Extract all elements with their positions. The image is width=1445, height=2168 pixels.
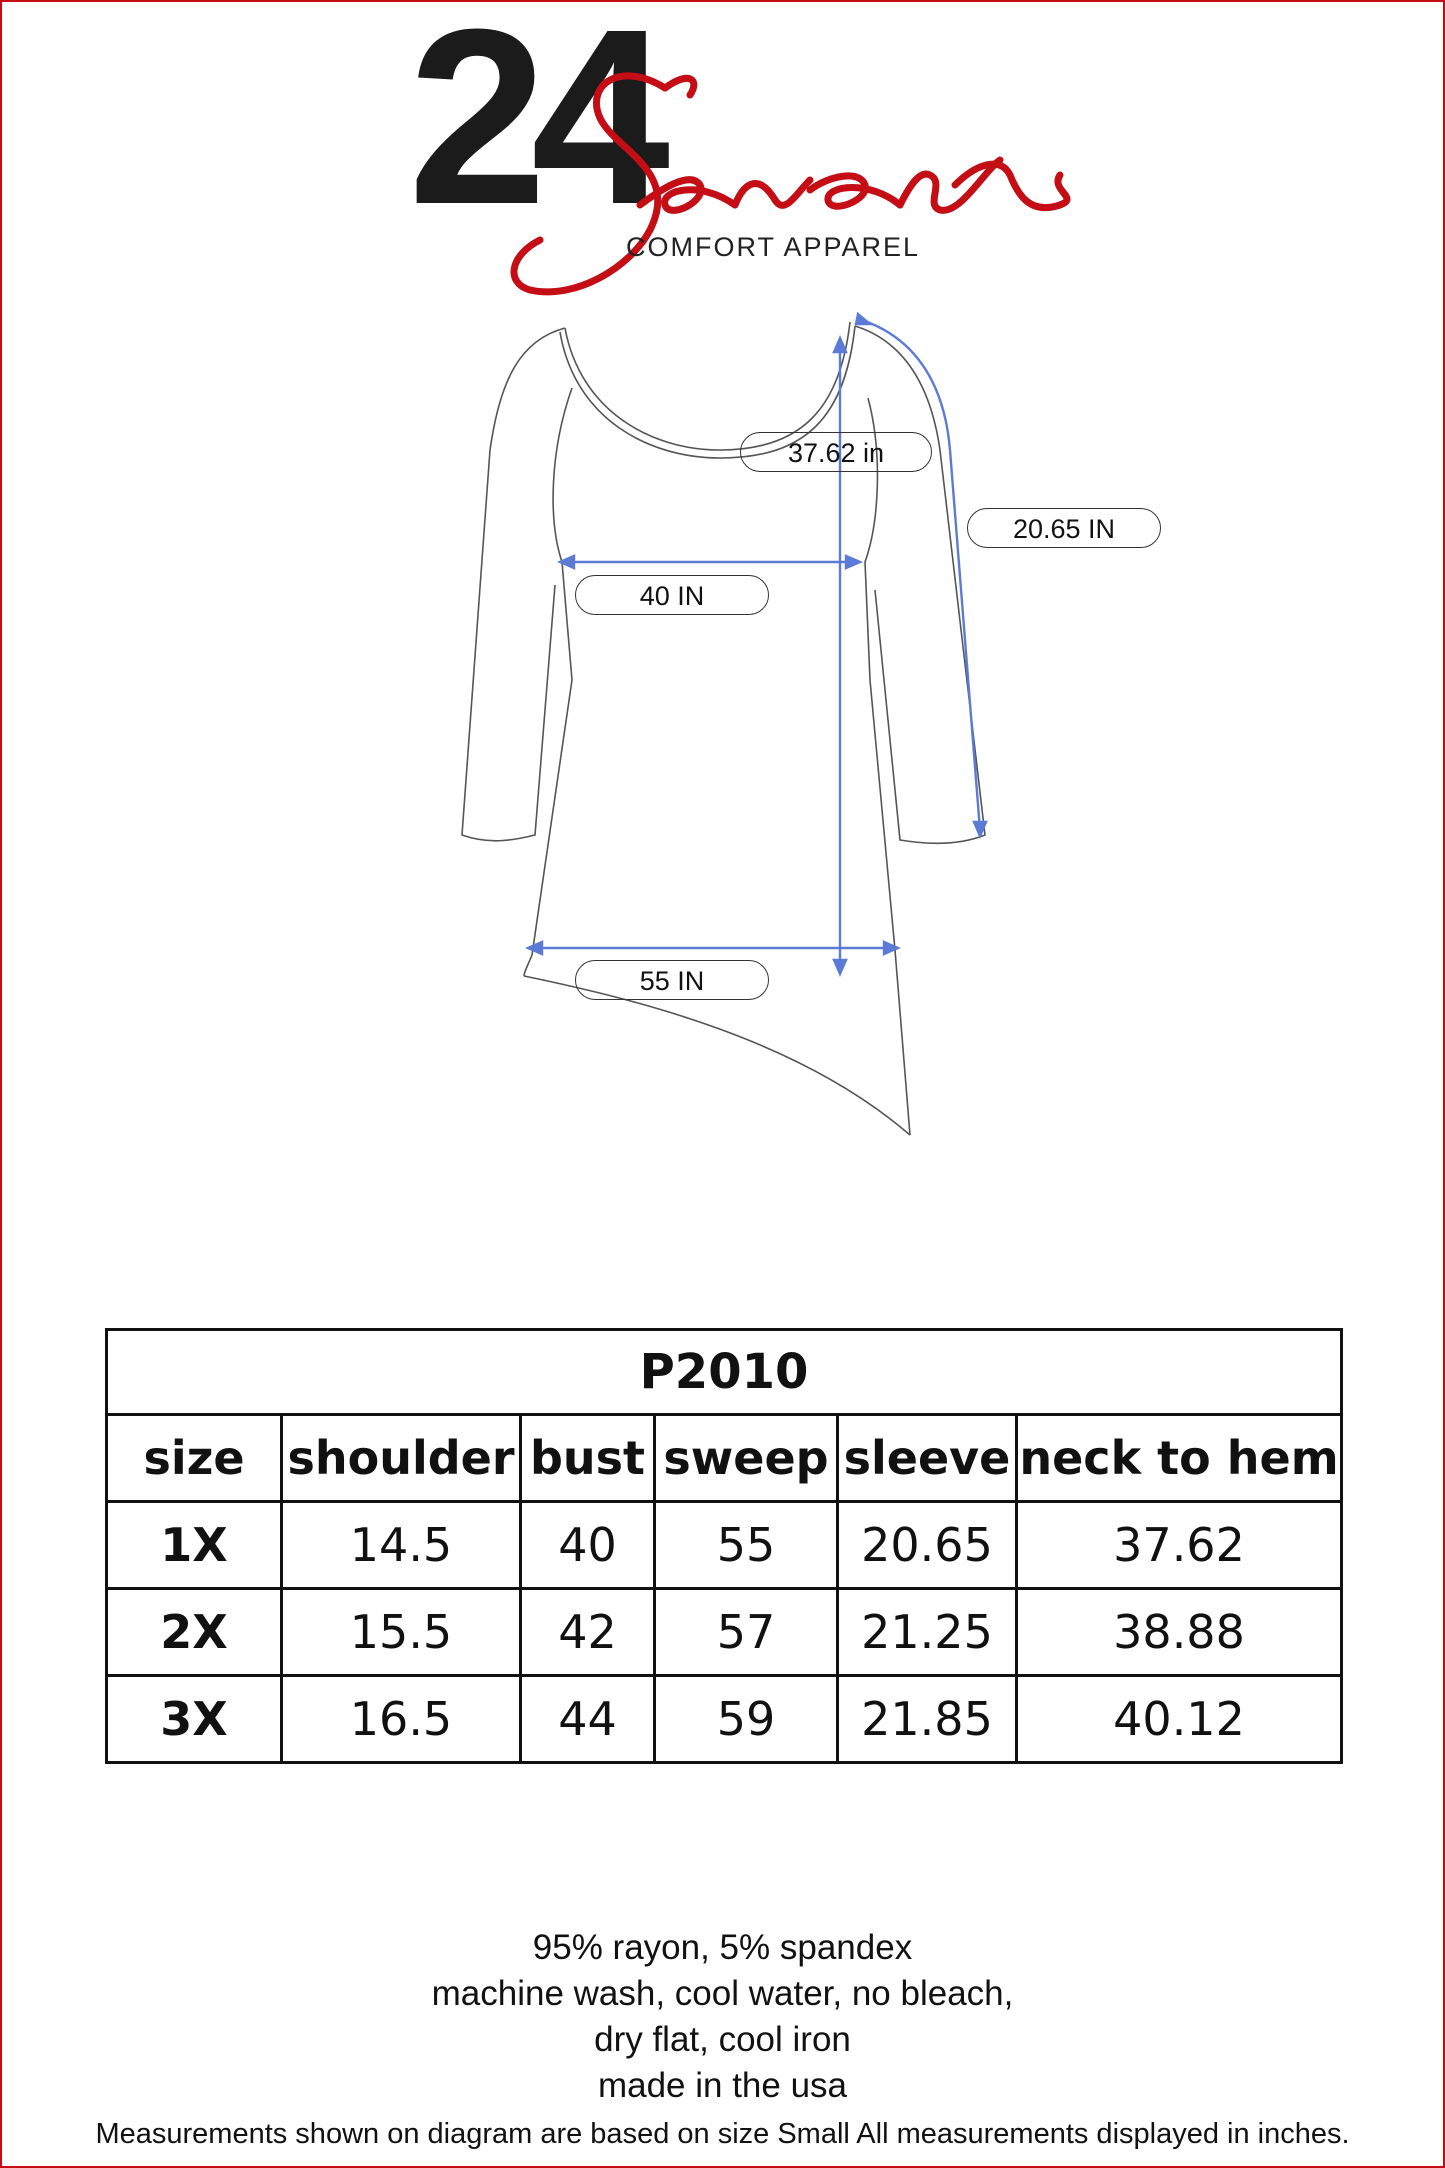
cell-size: 1X bbox=[107, 1502, 282, 1589]
header-sleeve: sleeve bbox=[838, 1415, 1017, 1502]
cell-neck-to-hem: 40.12 bbox=[1017, 1676, 1342, 1763]
table-row bbox=[107, 1676, 1342, 1763]
label-neck-to-hem: 37.62 in bbox=[740, 432, 932, 472]
header-shoulder: shoulder bbox=[282, 1415, 521, 1502]
cell-shoulder: 14.5 bbox=[282, 1502, 521, 1589]
cell-bust: 44 bbox=[521, 1676, 655, 1763]
table-header-row bbox=[107, 1415, 1342, 1502]
header-bust: bust bbox=[521, 1415, 655, 1502]
cell-size: 3X bbox=[107, 1676, 282, 1763]
logo-tagline: COMFORT APPAREL bbox=[626, 232, 921, 262]
cell-sleeve: 21.85 bbox=[838, 1676, 1017, 1763]
cell-shoulder: 15.5 bbox=[282, 1589, 521, 1676]
header-size: size bbox=[107, 1415, 282, 1502]
care-line: dry flat, cool iron bbox=[594, 2020, 851, 2059]
care-line: 95% rayon, 5% spandex bbox=[532, 1928, 913, 1967]
logo-number: 24 bbox=[408, 0, 655, 256]
care-line: machine wash, cool water, no bleach, bbox=[431, 1974, 1014, 2013]
label-bust: 40 IN bbox=[575, 575, 769, 615]
cell-sweep: 59 bbox=[655, 1676, 838, 1763]
cell-sleeve: 20.65 bbox=[838, 1502, 1017, 1589]
cell-size: 2X bbox=[107, 1589, 282, 1676]
logo-script-seven bbox=[0, 0, 1445, 320]
table-row bbox=[107, 1502, 1342, 1589]
garment-diagram bbox=[0, 300, 1445, 1160]
header-neck-to-hem: neck to hem bbox=[1017, 1415, 1342, 1502]
cell-sleeve: 21.25 bbox=[838, 1589, 1017, 1676]
cell-bust: 40 bbox=[521, 1502, 655, 1589]
header-sweep: sweep bbox=[655, 1415, 838, 1502]
style-number: P2010 bbox=[107, 1330, 1342, 1415]
cell-sweep: 57 bbox=[655, 1589, 838, 1676]
care-instructions bbox=[0, 1925, 1445, 2109]
measurement-footnote: Measurements shown on diagram are based on size Small All measurements displayed in inches. bbox=[95, 2118, 1350, 2150]
care-line: made in the usa bbox=[597, 2066, 848, 2105]
table-row bbox=[107, 1589, 1342, 1676]
label-sleeve: 20.65 IN bbox=[967, 508, 1161, 548]
size-chart bbox=[105, 1328, 1340, 1764]
cell-neck-to-hem: 37.62 bbox=[1017, 1502, 1342, 1589]
cell-neck-to-hem: 38.88 bbox=[1017, 1589, 1342, 1676]
cell-shoulder: 16.5 bbox=[282, 1676, 521, 1763]
size-table bbox=[105, 1328, 1343, 1764]
brand-logo bbox=[0, 0, 1445, 320]
measure-lines bbox=[528, 314, 986, 974]
cell-sweep: 55 bbox=[655, 1502, 838, 1589]
cell-bust: 42 bbox=[521, 1589, 655, 1676]
label-sweep: 55 IN bbox=[575, 960, 769, 1000]
